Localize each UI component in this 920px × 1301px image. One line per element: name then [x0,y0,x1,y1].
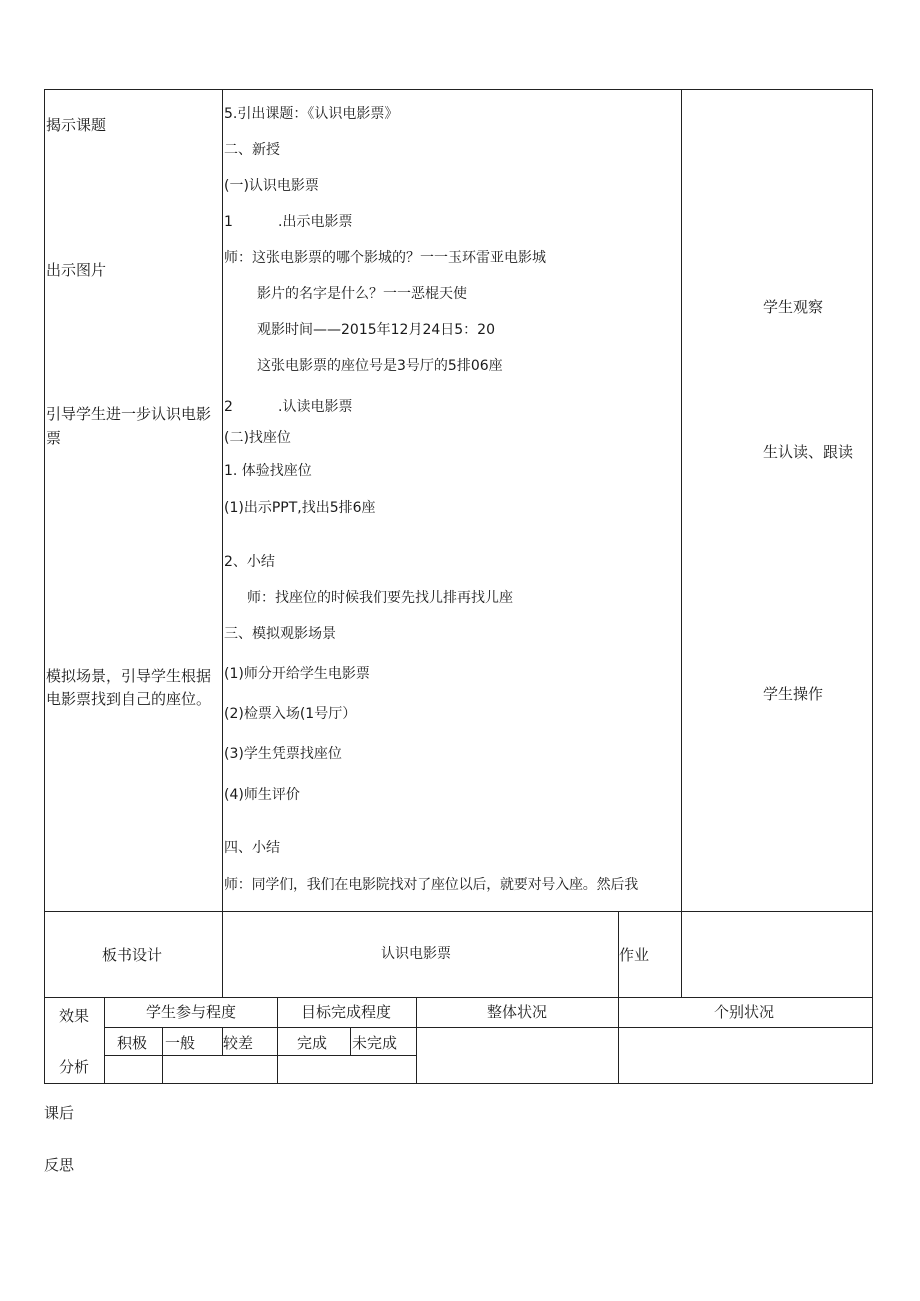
right-label-read: 生认读、跟读 [763,443,854,461]
lesson-line: 影片的名字是什么？一一恶棍天使 [257,286,467,302]
lesson-line: .出示电影票 [278,214,353,230]
lesson-line: 三、模拟观影场景 [224,626,336,642]
eval-sub-active: 积极 [117,1034,148,1052]
rule-right [872,89,873,1084]
reflection-label-after-class: 课后 [44,1104,75,1122]
eval-header-overall: 整体状况 [487,1003,548,1021]
lesson-line: 1. 体验找座位 [224,463,312,479]
eval-label-analysis: 分析 [59,1058,90,1076]
homework-label: 作业 [619,946,650,964]
rule-eval-6 [416,997,417,1084]
lesson-line: (3)学生凭票找座位 [224,746,342,762]
reflection-label-reflect: 反思 [44,1156,75,1174]
left-label-simulate-2: 电影票找到自己的座位。 [46,690,212,708]
lesson-line: 2、小结 [224,554,275,570]
eval-sub-done: 完成 [297,1034,328,1052]
lesson-line: 这张电影票的座位号是3号厅的5排06座 [257,358,503,374]
rule-eval-4 [277,997,278,1084]
rule-eval-sub-bottom [104,1055,417,1056]
lesson-line: (1)师分开给学生电影票 [224,666,370,682]
right-label-observe: 学生观察 [763,298,824,316]
rule-eval-header-bottom [104,1027,873,1028]
left-label-guide-1: 引导学生进一步认识电影 [46,405,212,423]
rule-left [44,89,45,1084]
lesson-line: (二)找座位 [224,430,291,446]
rule-board-bottom [44,997,873,998]
board-label: 板书设计 [102,946,163,964]
rule-col-c [681,89,682,998]
eval-header-participation: 学生参与程度 [146,1003,237,1021]
rule-eval-5 [350,1027,351,1055]
rule-top [44,89,873,90]
lesson-line: 师：找座位的时候我们要先找儿排再找儿座 [247,590,513,606]
right-label-operate: 学生操作 [763,685,824,703]
eval-label-effect: 效果 [59,1007,90,1025]
lesson-line: 二、新授 [224,142,280,158]
eval-sub-poor: 较差 [223,1034,254,1052]
eval-sub-average: 一般 [165,1034,196,1052]
lesson-line: 师：这张电影票的哪个影城的？一一玉环雷亚电影城 [224,250,546,266]
rule-bottom [44,1083,873,1084]
board-content: 认识电影票 [381,946,451,962]
eval-header-individual: 个别状况 [714,1003,775,1021]
rule-eval-2 [162,1027,163,1084]
left-label-simulate-1: 模拟场景，引导学生根据 [46,667,212,685]
rule-col-b [618,911,619,1084]
lesson-line: 5.引出课题：《认识电影票》 [224,106,399,122]
lesson-line: 师：同学们，我们在电影院找对了座位以后，就要对号入座。然后我 [224,877,638,893]
rule-eval-1 [104,997,105,1084]
lesson-line-number: 2 [224,399,233,415]
lesson-line: 四、小结 [224,840,280,856]
eval-header-goal: 目标完成程度 [301,1003,392,1021]
lesson-line: (4)师生评价 [224,787,300,803]
left-label-show-picture: 出示图片 [46,261,107,279]
lesson-line: (1)出示PPT,找出5排6座 [224,500,376,516]
left-label-reveal-topic: 揭示课题 [46,116,107,134]
lesson-line: 观影时间——2015年12月24日5：20 [257,322,495,338]
rule-lesson-bottom [44,911,873,912]
lesson-line-number: 1 [224,214,233,230]
rule-col-a [222,89,223,998]
lesson-line: (2)检票入场(1号厅） [224,706,357,722]
lesson-line: (一)认识电影票 [224,178,319,194]
lesson-line: .认读电影票 [278,399,353,415]
eval-sub-undone: 未完成 [352,1034,398,1052]
left-label-guide-2: 票 [46,429,62,447]
